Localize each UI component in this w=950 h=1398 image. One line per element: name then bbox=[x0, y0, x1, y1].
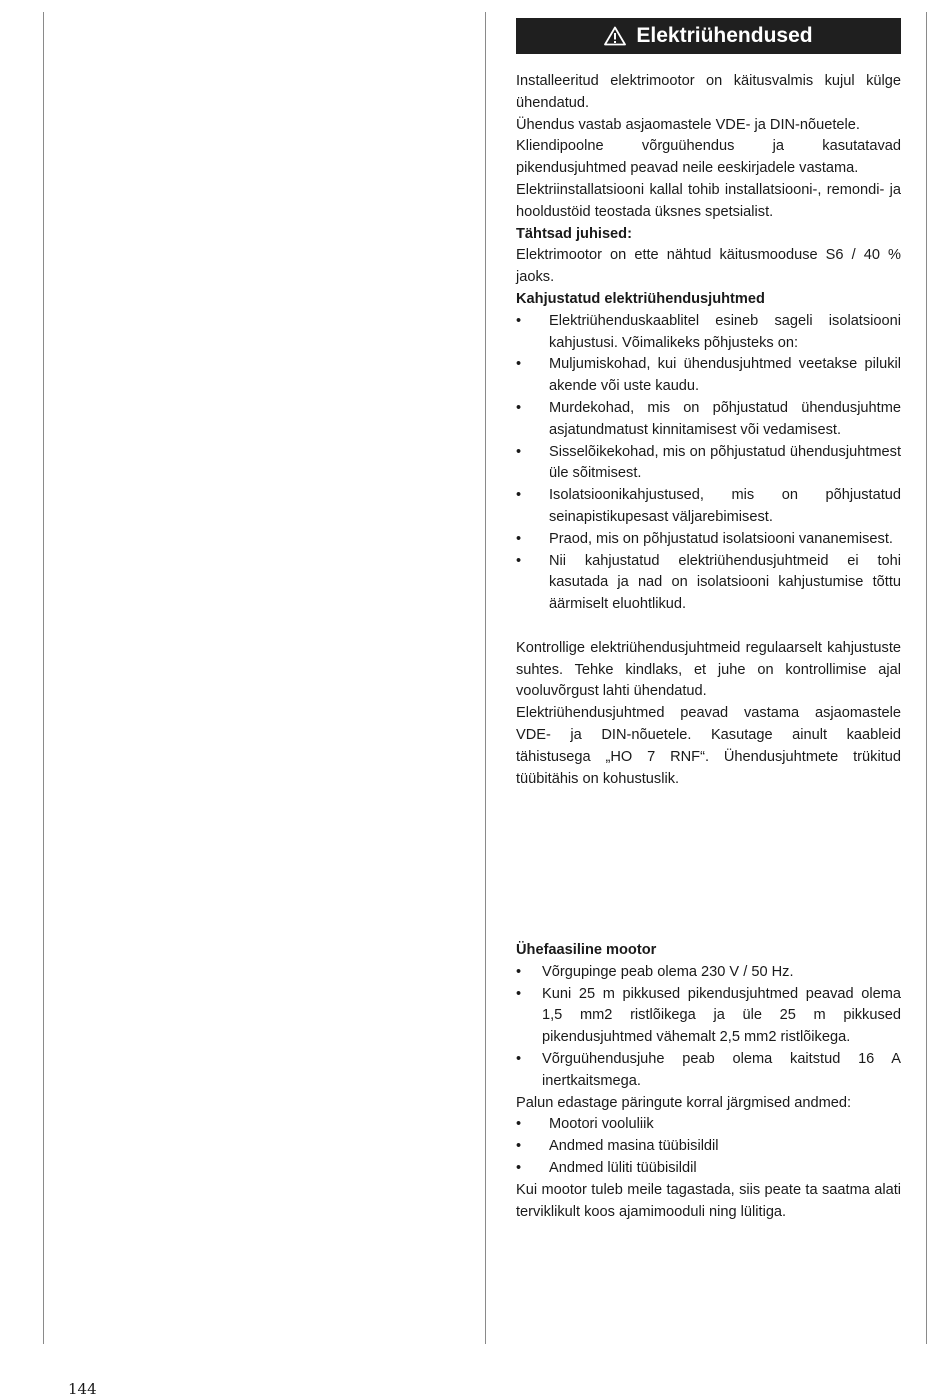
damaged-cables-heading: Kahjustatud elektriühendusjuhtmed bbox=[516, 290, 765, 307]
single-phase-requirements-list bbox=[516, 962, 901, 1093]
section-title: Elektriühendused bbox=[636, 24, 813, 47]
section-header bbox=[516, 18, 901, 54]
section2-body bbox=[516, 940, 901, 1223]
request-paragraph: Palun edastage päringute korral järgmised andmed: bbox=[516, 1094, 852, 1111]
list-item: • Muljumiskohad, kui ühendusjuhtmed veetakse pilukil akende või uste kaudu. bbox=[516, 354, 901, 398]
single-phase-motor-heading: Ühefaasiline mootor bbox=[516, 942, 657, 958]
intro-paragraph: Installeeritud elektrimootor on käitusvalmis kujul külge ühendatud. bbox=[516, 73, 901, 111]
left-margin-rule bbox=[43, 12, 44, 1344]
section1-body bbox=[516, 71, 901, 790]
list-item: • Kuni 25 m pikkused pikendusjuhtmed peavad olema 1,5 mm2 ristlõikega ja üle 25 m pikkused pikendusjuhtmed vähemalt 2,5 mm2 ristlõikega. bbox=[516, 984, 901, 1049]
list-item: • Nii kahjustatud elektriühendusjuhtmeid ei tohi kasutada ja nad on isolatsiooni kahjustumise tõttu äärmiselt eluohtlikud. bbox=[516, 551, 901, 616]
list-item: • Elektriühenduskaablitel esineb sageli isolatsiooni kahjustusi. Võimalikeks põhjusteks on: bbox=[516, 311, 901, 355]
list-item: • Võrguühendusjuhe peab olema kaitstud 16 A inertkaitsmega. bbox=[516, 1049, 901, 1093]
list-item: • Mootori vooluliik bbox=[516, 1114, 901, 1136]
control-paragraph: Elektriühendusjuhtmed peavad vastama asjaomastele VDE- ja DIN-nõuetele. Kasutage ainult kaableid tähistusega „HO 7 RNF“. Ühendusjuhtmete trükitud tüübitähis on kohustuslik. bbox=[516, 705, 901, 787]
list-item: • Andmed lüliti tüübisildil bbox=[516, 1158, 901, 1180]
damaged-cables-list bbox=[516, 311, 901, 616]
list-item: • Andmed masina tüübisildil bbox=[516, 1136, 901, 1158]
list-item: • Sisselõikekohad, mis on põhjustatud ühendusjuhtmest üle sõitmisest. bbox=[516, 442, 901, 486]
right-margin-rule bbox=[926, 12, 927, 1344]
warning-triangle-icon bbox=[604, 26, 626, 46]
intro-paragraph: Elektriinstallatsiooni kallal tohib installatsiooni-, remondi- ja hooldustöid teostada üksnes spetsialist. bbox=[516, 181, 901, 220]
list-item: • Praod, mis on põhjustatud isolatsiooni vananemisest. bbox=[516, 529, 901, 551]
closing-paragraph: Kui mootor tuleb meile tagastada, siis peate ta saatma alati terviklikult koos ajamimooduli ning lülitiga. bbox=[516, 1181, 901, 1220]
control-paragraph: Kontrollige elektriühendusjuhtmeid regulaarselt kahjustuste suhtes. Tehke kindlaks, et juhe on kontrollimise ajal vooluvõrgust lahti ühendatud. bbox=[516, 639, 901, 700]
intro-paragraph: Kliendipoolne võrguühendus ja kasutatavad pikendusjuhtmed peavad neile eeskirjadele vastama. bbox=[516, 138, 901, 177]
page-number: 144 bbox=[68, 1380, 97, 1398]
list-item: • Võrgupinge peab olema 230 V / 50 Hz. bbox=[516, 962, 901, 984]
important-heading: Tähtsad juhised: bbox=[516, 225, 632, 242]
list-item: • Murdekohad, mis on põhjustatud ühendusjuhtme asjatundmatust kinnitamisest või vedamisest. bbox=[516, 398, 901, 442]
intro-paragraph: Ühendus vastab asjaomastele VDE- ja DIN-nõuetele. bbox=[516, 116, 860, 133]
request-list bbox=[516, 1114, 901, 1179]
column-divider-rule bbox=[485, 12, 486, 1344]
list-item: • Isolatsioonikahjustused, mis on põhjustatud seinapistikupesast väljarebimisest. bbox=[516, 485, 901, 529]
important-text: Elektrimootor on ette nähtud käitusmooduse S6 / 40 % jaoks. bbox=[516, 247, 901, 286]
